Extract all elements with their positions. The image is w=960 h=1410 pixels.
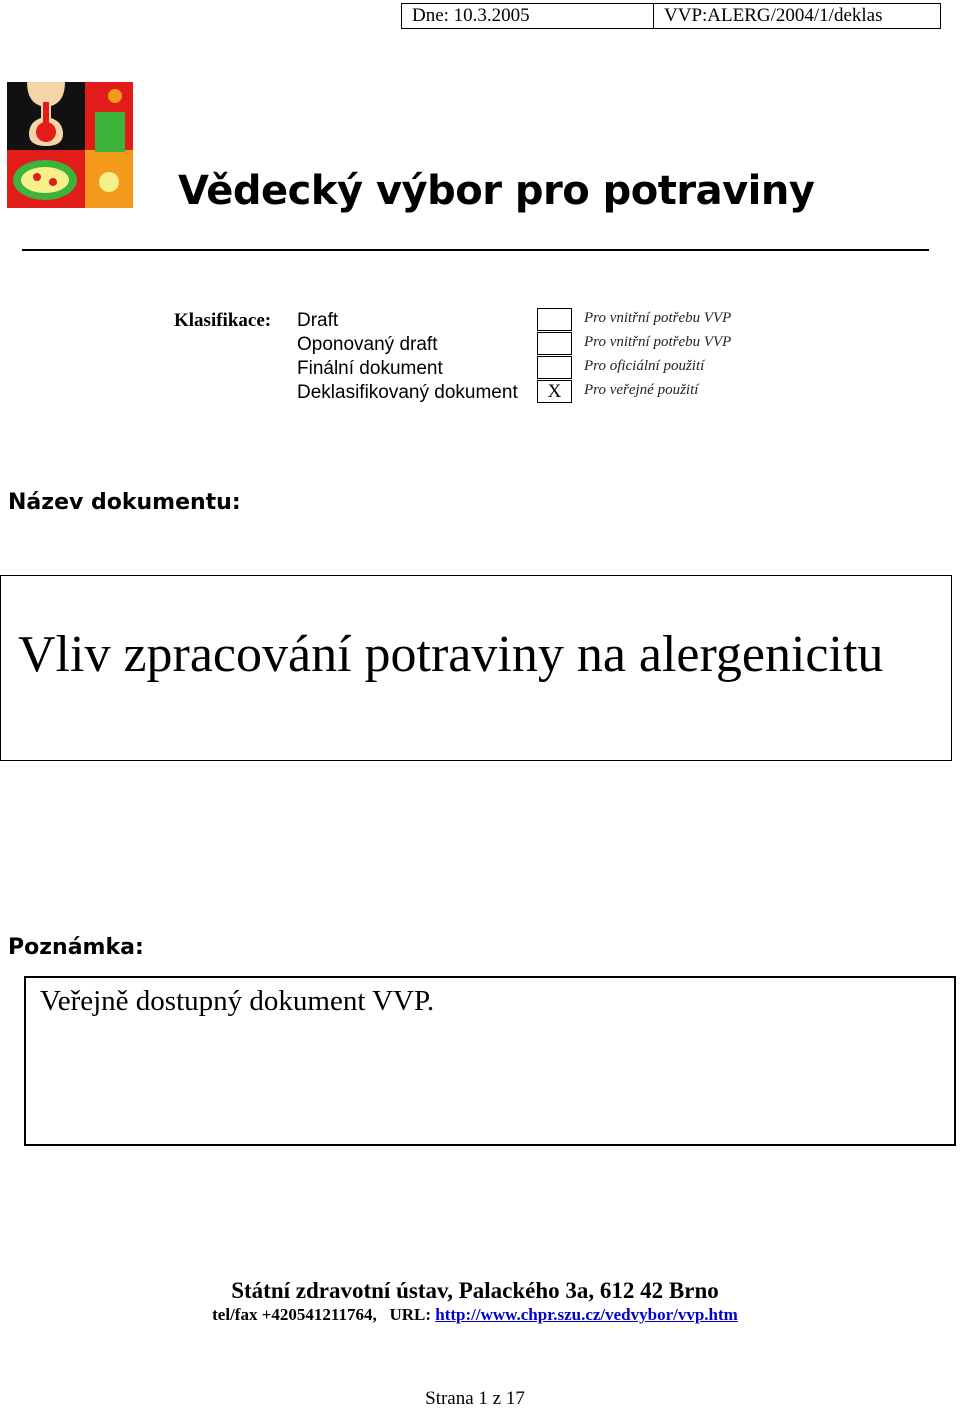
footer-phone: tel/fax +420541211764, (212, 1305, 377, 1324)
classification-option-final: Finální dokument (297, 358, 443, 379)
header-date: Dne: 10.3.2005 (402, 4, 654, 28)
organization-title: Vědecký výbor pro potraviny (178, 168, 815, 214)
title-divider (22, 249, 929, 251)
footer-url-link[interactable]: http://www.chpr.szu.cz/vedvybor/vvp.htm (435, 1305, 738, 1324)
classification-option-declassified: Deklasifikovaný dokument (297, 382, 518, 403)
note-text: Veřejně dostupný dokument VVP. (40, 985, 435, 1017)
classification-checkbox-draft (537, 308, 572, 331)
classification-note-final: Pro oficiální použití (584, 358, 705, 374)
classification-option-reviewed-draft: Oponovaný draft (297, 334, 438, 355)
classification-checkbox-declassified: X (537, 380, 572, 403)
classification-option-draft: Draft (297, 310, 339, 331)
classification-checkbox-reviewed-draft (537, 332, 572, 355)
classification-checkbox-final (537, 356, 572, 379)
footer-url-label: URL: (389, 1305, 432, 1324)
classification-note-draft: Pro vnitřní potřebu VVP (584, 310, 732, 326)
document-name-label: Název dokumentu: (8, 490, 241, 515)
header-box (401, 3, 941, 29)
document-title: Vliv zpracování potraviny na alergenicitu (18, 626, 884, 683)
footer-contact (0, 1305, 950, 1325)
classification-note-declassified: Pro veřejné použití (584, 382, 699, 398)
committee-logo (7, 82, 133, 208)
footer-institution: Státní zdravotní ústav, Palackého 3a, 612 42 Brno (231, 1278, 719, 1303)
classification-note-reviewed-draft: Pro vnitřní potřebu VVP (584, 334, 732, 350)
page-number: Strana 1 z 17 (425, 1388, 525, 1409)
note-label: Poznámka: (8, 935, 144, 960)
header-document-code: VVP:ALERG/2004/1/deklas (664, 5, 883, 26)
classification-label: Klasifikace: (174, 310, 272, 331)
